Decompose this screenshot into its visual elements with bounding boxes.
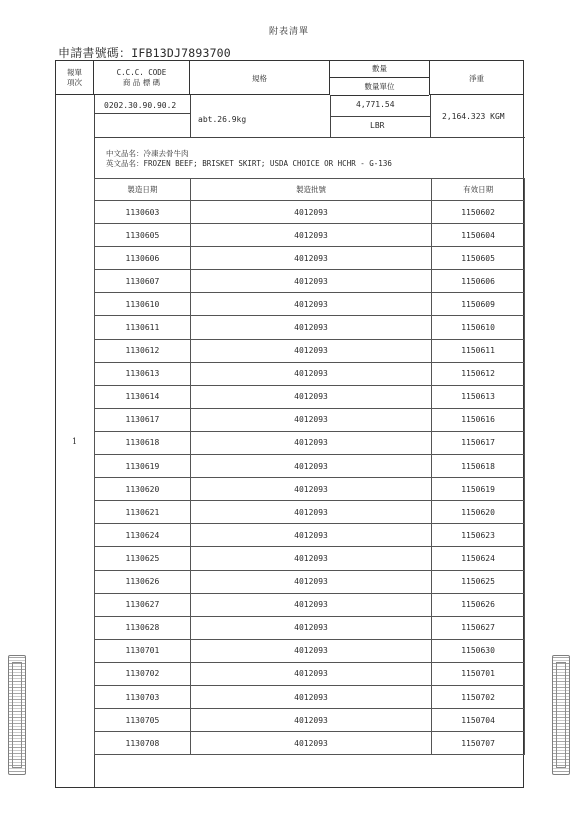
exp-date-cell: 1150613: [432, 385, 525, 408]
table-row: [95, 362, 525, 385]
exp-date-cell: 1150611: [432, 339, 525, 362]
chinese-name: 中文品名：冷凍去骨牛肉: [106, 149, 189, 158]
batch-cell: 4012093: [190, 455, 431, 478]
table-row: [95, 408, 525, 431]
exp-date-cell: 1150704: [432, 709, 525, 732]
batch-cell: 4012093: [190, 247, 431, 270]
mfg-date-cell: 1130628: [95, 616, 191, 639]
batch-cell: 4012093: [190, 524, 431, 547]
batch-cell: 4012093: [190, 339, 431, 362]
attachment-table: [55, 60, 524, 788]
lots-header-mfg-date: 製造日期: [95, 179, 191, 201]
mfg-date-cell: 1130619: [95, 455, 191, 478]
exp-date-cell: 1150623: [432, 524, 525, 547]
lots-header-batch: 製造批號: [190, 179, 431, 201]
batch-cell: 4012093: [190, 362, 431, 385]
table-row: [95, 547, 525, 570]
exp-date-cell: 1150618: [432, 455, 525, 478]
exp-date-cell: 1150604: [432, 224, 525, 247]
exp-date-cell: 1150612: [432, 362, 525, 385]
lots-table: [94, 178, 525, 755]
batch-cell: 4012093: [190, 224, 431, 247]
batch-cell: 4012093: [190, 270, 431, 293]
batch-cell: 4012093: [190, 593, 431, 616]
table-row: [95, 339, 525, 362]
batch-cell: 4012093: [190, 501, 431, 524]
table-row: [95, 455, 525, 478]
mfg-date-cell: 1130613: [95, 362, 191, 385]
mfg-date-cell: 1130618: [95, 431, 191, 454]
exp-date-cell: 1150627: [432, 616, 525, 639]
header-spec: 規格: [190, 61, 330, 95]
batch-cell: 4012093: [190, 662, 431, 685]
exp-date-cell: 1150616: [432, 408, 525, 431]
header-ccc-code: C.C.C. CODE 商 品 標 碼: [94, 61, 190, 95]
spec-value: abt.26.9kg: [198, 115, 247, 124]
net-weight-value: 2,164.323 KGM: [442, 112, 505, 121]
batch-cell: 4012093: [190, 616, 431, 639]
exp-date-cell: 1150619: [432, 478, 525, 501]
table-row: [95, 316, 525, 339]
table-row: [95, 570, 525, 593]
right-edge-seal: [552, 655, 570, 775]
mfg-date-cell: 1130605: [95, 224, 191, 247]
exp-date-cell: 1150617: [432, 431, 525, 454]
exp-date-cell: 1150609: [432, 293, 525, 316]
table-row: [95, 709, 525, 732]
batch-cell: 4012093: [190, 639, 431, 662]
mfg-date-cell: 1130701: [95, 639, 191, 662]
batch-cell: 4012093: [190, 316, 431, 339]
header-item-no: 報單 項次: [56, 61, 94, 95]
table-row: [95, 201, 525, 224]
table-row: [95, 224, 525, 247]
mfg-date-cell: 1130703: [95, 685, 191, 708]
page-title: 附表清單: [268, 27, 309, 37]
mfg-date-cell: 1130606: [95, 247, 191, 270]
batch-cell: 4012093: [190, 732, 431, 755]
table-row: [95, 662, 525, 685]
ccc-code-value: 0202.30.90.90.2: [104, 101, 177, 110]
table-row: [95, 478, 525, 501]
table-row: [95, 732, 525, 755]
table-row: [95, 270, 525, 293]
table-row: [95, 247, 525, 270]
lots-header-row: [95, 179, 525, 201]
mfg-date-cell: 1130621: [95, 501, 191, 524]
mfg-date-cell: 1130611: [95, 316, 191, 339]
table-row: [95, 524, 525, 547]
table-row: [95, 616, 525, 639]
table-row: [95, 593, 525, 616]
exp-date-cell: 1150605: [432, 247, 525, 270]
left-edge-seal: [8, 655, 26, 775]
batch-cell: 4012093: [190, 570, 431, 593]
application-number-label: 申請書號碼：: [58, 46, 132, 60]
header-quantity: 數量: [330, 61, 429, 78]
mfg-date-cell: 1130612: [95, 339, 191, 362]
table-row: [95, 639, 525, 662]
exp-date-cell: 1150610: [432, 316, 525, 339]
batch-cell: 4012093: [190, 685, 431, 708]
batch-cell: 4012093: [190, 478, 431, 501]
exp-date-cell: 1150702: [432, 685, 525, 708]
batch-cell: 4012093: [190, 709, 431, 732]
header-quantity-group: [330, 61, 430, 95]
application-number: [58, 44, 231, 61]
exp-date-cell: 1150625: [432, 570, 525, 593]
mfg-date-cell: 1130625: [95, 547, 191, 570]
mfg-date-cell: 1130705: [95, 709, 191, 732]
exp-date-cell: 1150707: [432, 732, 525, 755]
mfg-date-cell: 1130620: [95, 478, 191, 501]
mfg-date-cell: 1130624: [95, 524, 191, 547]
quantity-value: 4,771.54: [356, 100, 395, 109]
mfg-date-cell: 1130627: [95, 593, 191, 616]
mfg-date-cell: 1130603: [95, 201, 191, 224]
header-net-weight: 淨重: [430, 61, 523, 95]
table-row: [95, 293, 525, 316]
mfg-date-cell: 1130702: [95, 662, 191, 685]
table-row: [95, 385, 525, 408]
exp-date-cell: 1150626: [432, 593, 525, 616]
unit-value: LBR: [370, 121, 385, 130]
table-row: [95, 685, 525, 708]
exp-date-cell: 1150630: [432, 639, 525, 662]
batch-cell: 4012093: [190, 408, 431, 431]
mfg-date-cell: 1130607: [95, 270, 191, 293]
mfg-date-cell: 1130626: [95, 570, 191, 593]
exp-date-cell: 1150701: [432, 662, 525, 685]
batch-cell: 4012093: [190, 293, 431, 316]
header-unit: 數量單位: [330, 78, 429, 96]
batch-cell: 4012093: [190, 431, 431, 454]
batch-cell: 4012093: [190, 547, 431, 570]
item-number: 1: [72, 437, 78, 446]
lots-header-exp-date: 有效日期: [432, 179, 525, 201]
english-name: 英文品名：FROZEN BEEF; BRISKET SKIRT; USDA CHOICE OR HCHR - G-136: [106, 159, 392, 168]
exp-date-cell: 1150602: [432, 201, 525, 224]
table-row: [95, 501, 525, 524]
batch-cell: 4012093: [190, 385, 431, 408]
batch-cell: 4012093: [190, 201, 431, 224]
exp-date-cell: 1150624: [432, 547, 525, 570]
mfg-date-cell: 1130614: [95, 385, 191, 408]
mfg-date-cell: 1130617: [95, 408, 191, 431]
application-number-value: IFB13DJ7893700: [131, 46, 231, 60]
mfg-date-cell: 1130708: [95, 732, 191, 755]
table-row: [95, 431, 525, 454]
mfg-date-cell: 1130610: [95, 293, 191, 316]
exp-date-cell: 1150606: [432, 270, 525, 293]
exp-date-cell: 1150620: [432, 501, 525, 524]
